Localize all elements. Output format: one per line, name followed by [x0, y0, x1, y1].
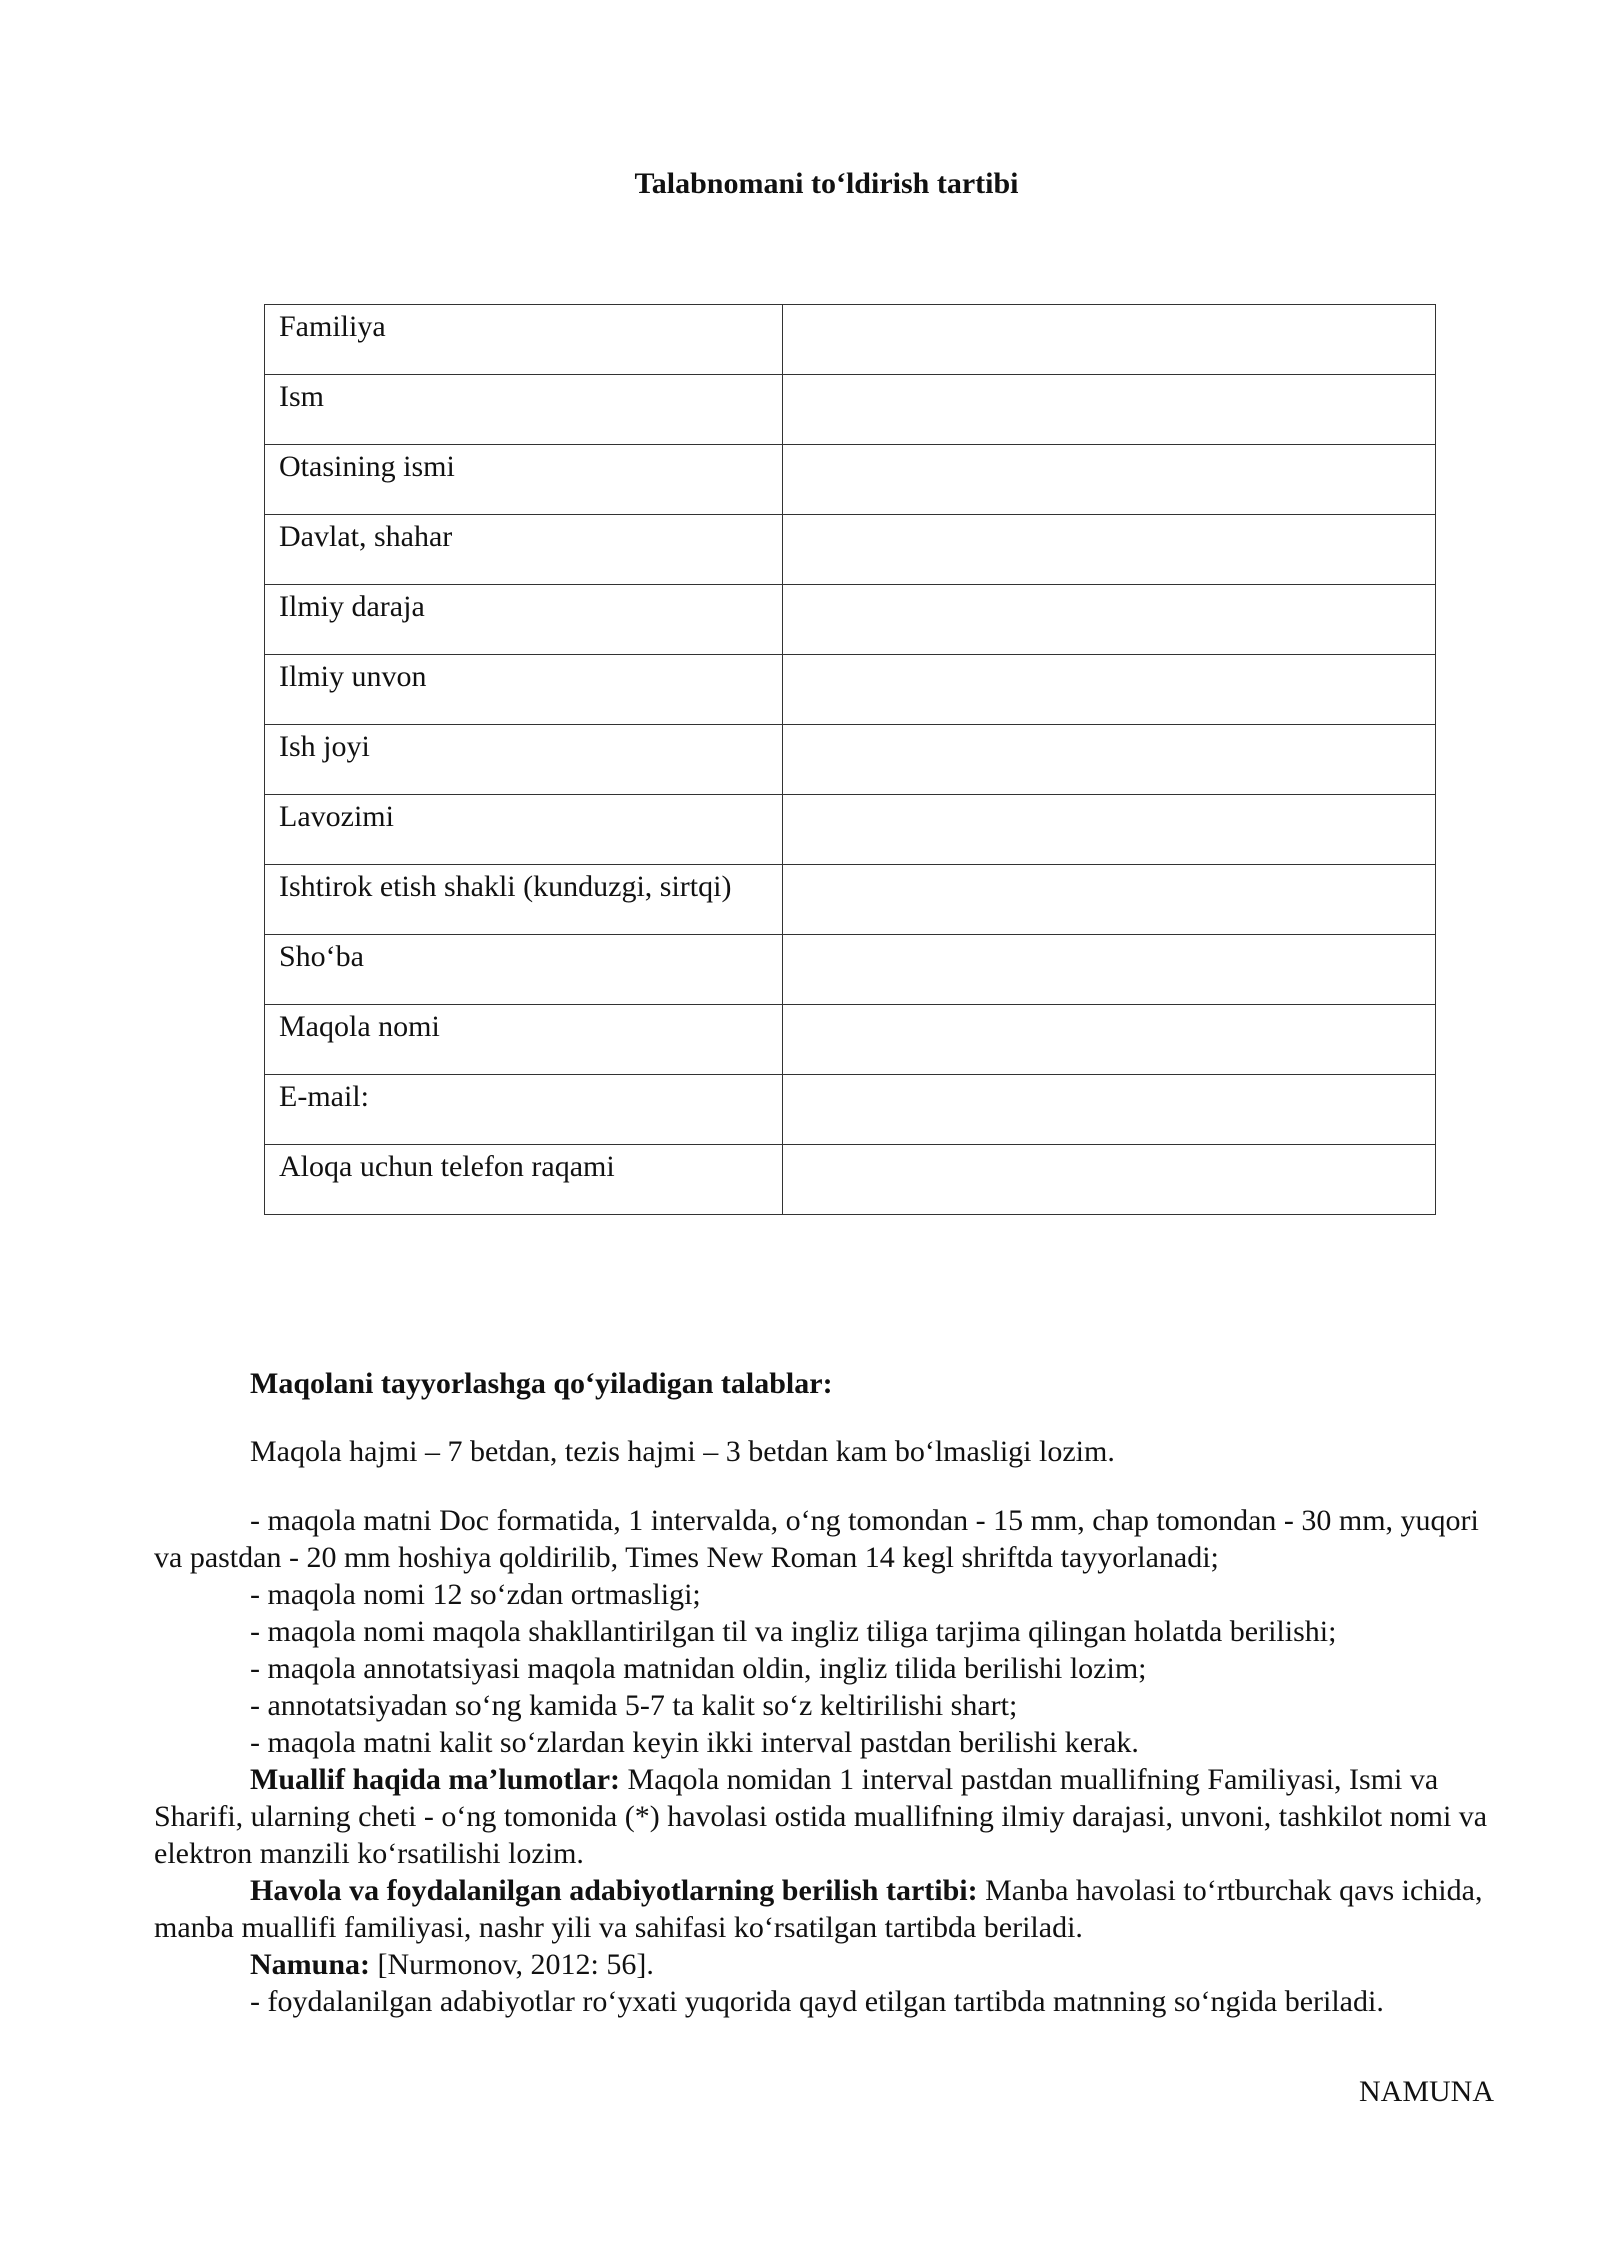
form-row-shoba [265, 935, 1436, 1005]
application-form-table [264, 304, 1436, 1215]
form-value-field[interactable] [783, 865, 1436, 935]
form-value-field[interactable] [783, 655, 1436, 725]
example-text: [Nurmonov, 2012: 56]. [370, 1948, 654, 1981]
form-label: Otasining ismi [265, 445, 783, 515]
form-value-field[interactable] [783, 795, 1436, 865]
form-value-field[interactable] [783, 935, 1436, 1005]
requirement-item: - annotatsiyadan so‘ng kamida 5-7 ta kalit so‘z keltirilishi shart; [250, 1689, 1018, 1722]
example-paragraph [154, 1946, 1499, 1983]
form-row-email [265, 1075, 1436, 1145]
form-label: Aloqa uchun telefon raqami [265, 1145, 783, 1215]
author-info-label: Muallif haqida ma’lumotlar: [250, 1763, 621, 1796]
form-label: Ish joyi [265, 725, 783, 795]
author-info-text: Maqola nomidan 1 interval pastdan muallifning Familiyasi, Ismi va Sharifi, ularning cheti - o‘ng tomonida (*) havolasi ostida muallifning ilmiy darajasi, unvoni, tashkilot nomi va elektron manzili ko‘rsatilishi lozim. [154, 1763, 1488, 1870]
form-value-field[interactable] [783, 305, 1436, 375]
author-info-paragraph [154, 1761, 1499, 1872]
requirement-item: - maqola annotatsiyasi maqola matnidan oldin, ingliz tilida berilishi lozim; [250, 1652, 1147, 1685]
form-label: Davlat, shahar [265, 515, 783, 585]
form-row-davlat-shahar [265, 515, 1436, 585]
references-paragraph [154, 1872, 1499, 1946]
form-value-field[interactable] [783, 515, 1436, 585]
requirements-heading: Maqolani tayyorlashga qo‘yiladigan talablar: [250, 1367, 833, 1400]
requirement-item: - maqola nomi 12 so‘zdan ortmasligi; [250, 1578, 701, 1611]
form-label: Sho‘ba [265, 935, 783, 1005]
form-label: Lavozimi [265, 795, 783, 865]
form-row-otasining-ismi [265, 445, 1436, 515]
form-value-field[interactable] [783, 445, 1436, 515]
requirements-section [154, 1364, 1499, 2020]
form-label: Maqola nomi [265, 1005, 783, 1075]
form-value-field[interactable] [783, 1005, 1436, 1075]
form-value-field[interactable] [783, 725, 1436, 795]
form-label: Ism [265, 375, 783, 445]
references-text: Manba havolasi to‘rtburchak qavs ichida, manba muallifi familiyasi, nashr yili va sahifasi ko‘rsatilgan tartibda beriladi. [154, 1874, 1483, 1944]
form-row-ishtirok-shakli [265, 865, 1436, 935]
form-value-field[interactable] [783, 375, 1436, 445]
requirements-body [154, 1502, 1499, 2020]
form-label: Ilmiy unvon [265, 655, 783, 725]
form-value-field[interactable] [783, 1075, 1436, 1145]
form-label: E-mail: [265, 1075, 783, 1145]
form-row-ilmiy-unvon [265, 655, 1436, 725]
requirement-item: - maqola nomi maqola shakllantirilgan til va ingliz tiliga tarjima qilingan holatda berilishi; [250, 1615, 1337, 1648]
requirement-item: - foydalanilgan adabiyotlar ro‘yxati yuqorida qayd etilgan tartibda matnning so‘ngida beriladi. [250, 1985, 1384, 2018]
form-row-ilmiy-daraja [265, 585, 1436, 655]
form-label: Familiya [265, 305, 783, 375]
page-title: Talabnomani to‘ldirish tartibi [634, 167, 1019, 200]
references-label: Havola va foydalanilgan adabiyotlarning berilish tartibi: [250, 1874, 978, 1907]
form-value-field[interactable] [783, 585, 1436, 655]
form-value-field[interactable] [783, 1145, 1436, 1215]
form-row-ish-joyi [265, 725, 1436, 795]
size-requirement: Maqola hajmi – 7 betdan, tezis hajmi – 3 betdan kam bo‘lmasligi lozim. [250, 1435, 1115, 1468]
form-label: Ishtirok etish shakli (kunduzgi, sirtqi) [265, 865, 783, 935]
form-label: Ilmiy daraja [265, 585, 783, 655]
requirement-item: - maqola matni Doc formatida, 1 intervalda, o‘ng tomondan - 15 mm, chap tomondan - 30 mm, yuqori va pastdan - 20 mm hoshiya qoldirilib, Times New Roman 14 kegl shriftda tayyorlanadi; [154, 1504, 1479, 1574]
form-row-familiya [265, 305, 1436, 375]
namuna-label: NAMUNA [1359, 2075, 1494, 2108]
form-row-telefon [265, 1145, 1436, 1215]
example-label: Namuna: [250, 1948, 371, 1981]
form-row-maqola-nomi [265, 1005, 1436, 1075]
form-row-ism [265, 375, 1436, 445]
form-row-lavozimi [265, 795, 1436, 865]
requirement-item: - maqola matni kalit so‘zlardan keyin ikki interval pastdan berilishi kerak. [250, 1726, 1139, 1759]
